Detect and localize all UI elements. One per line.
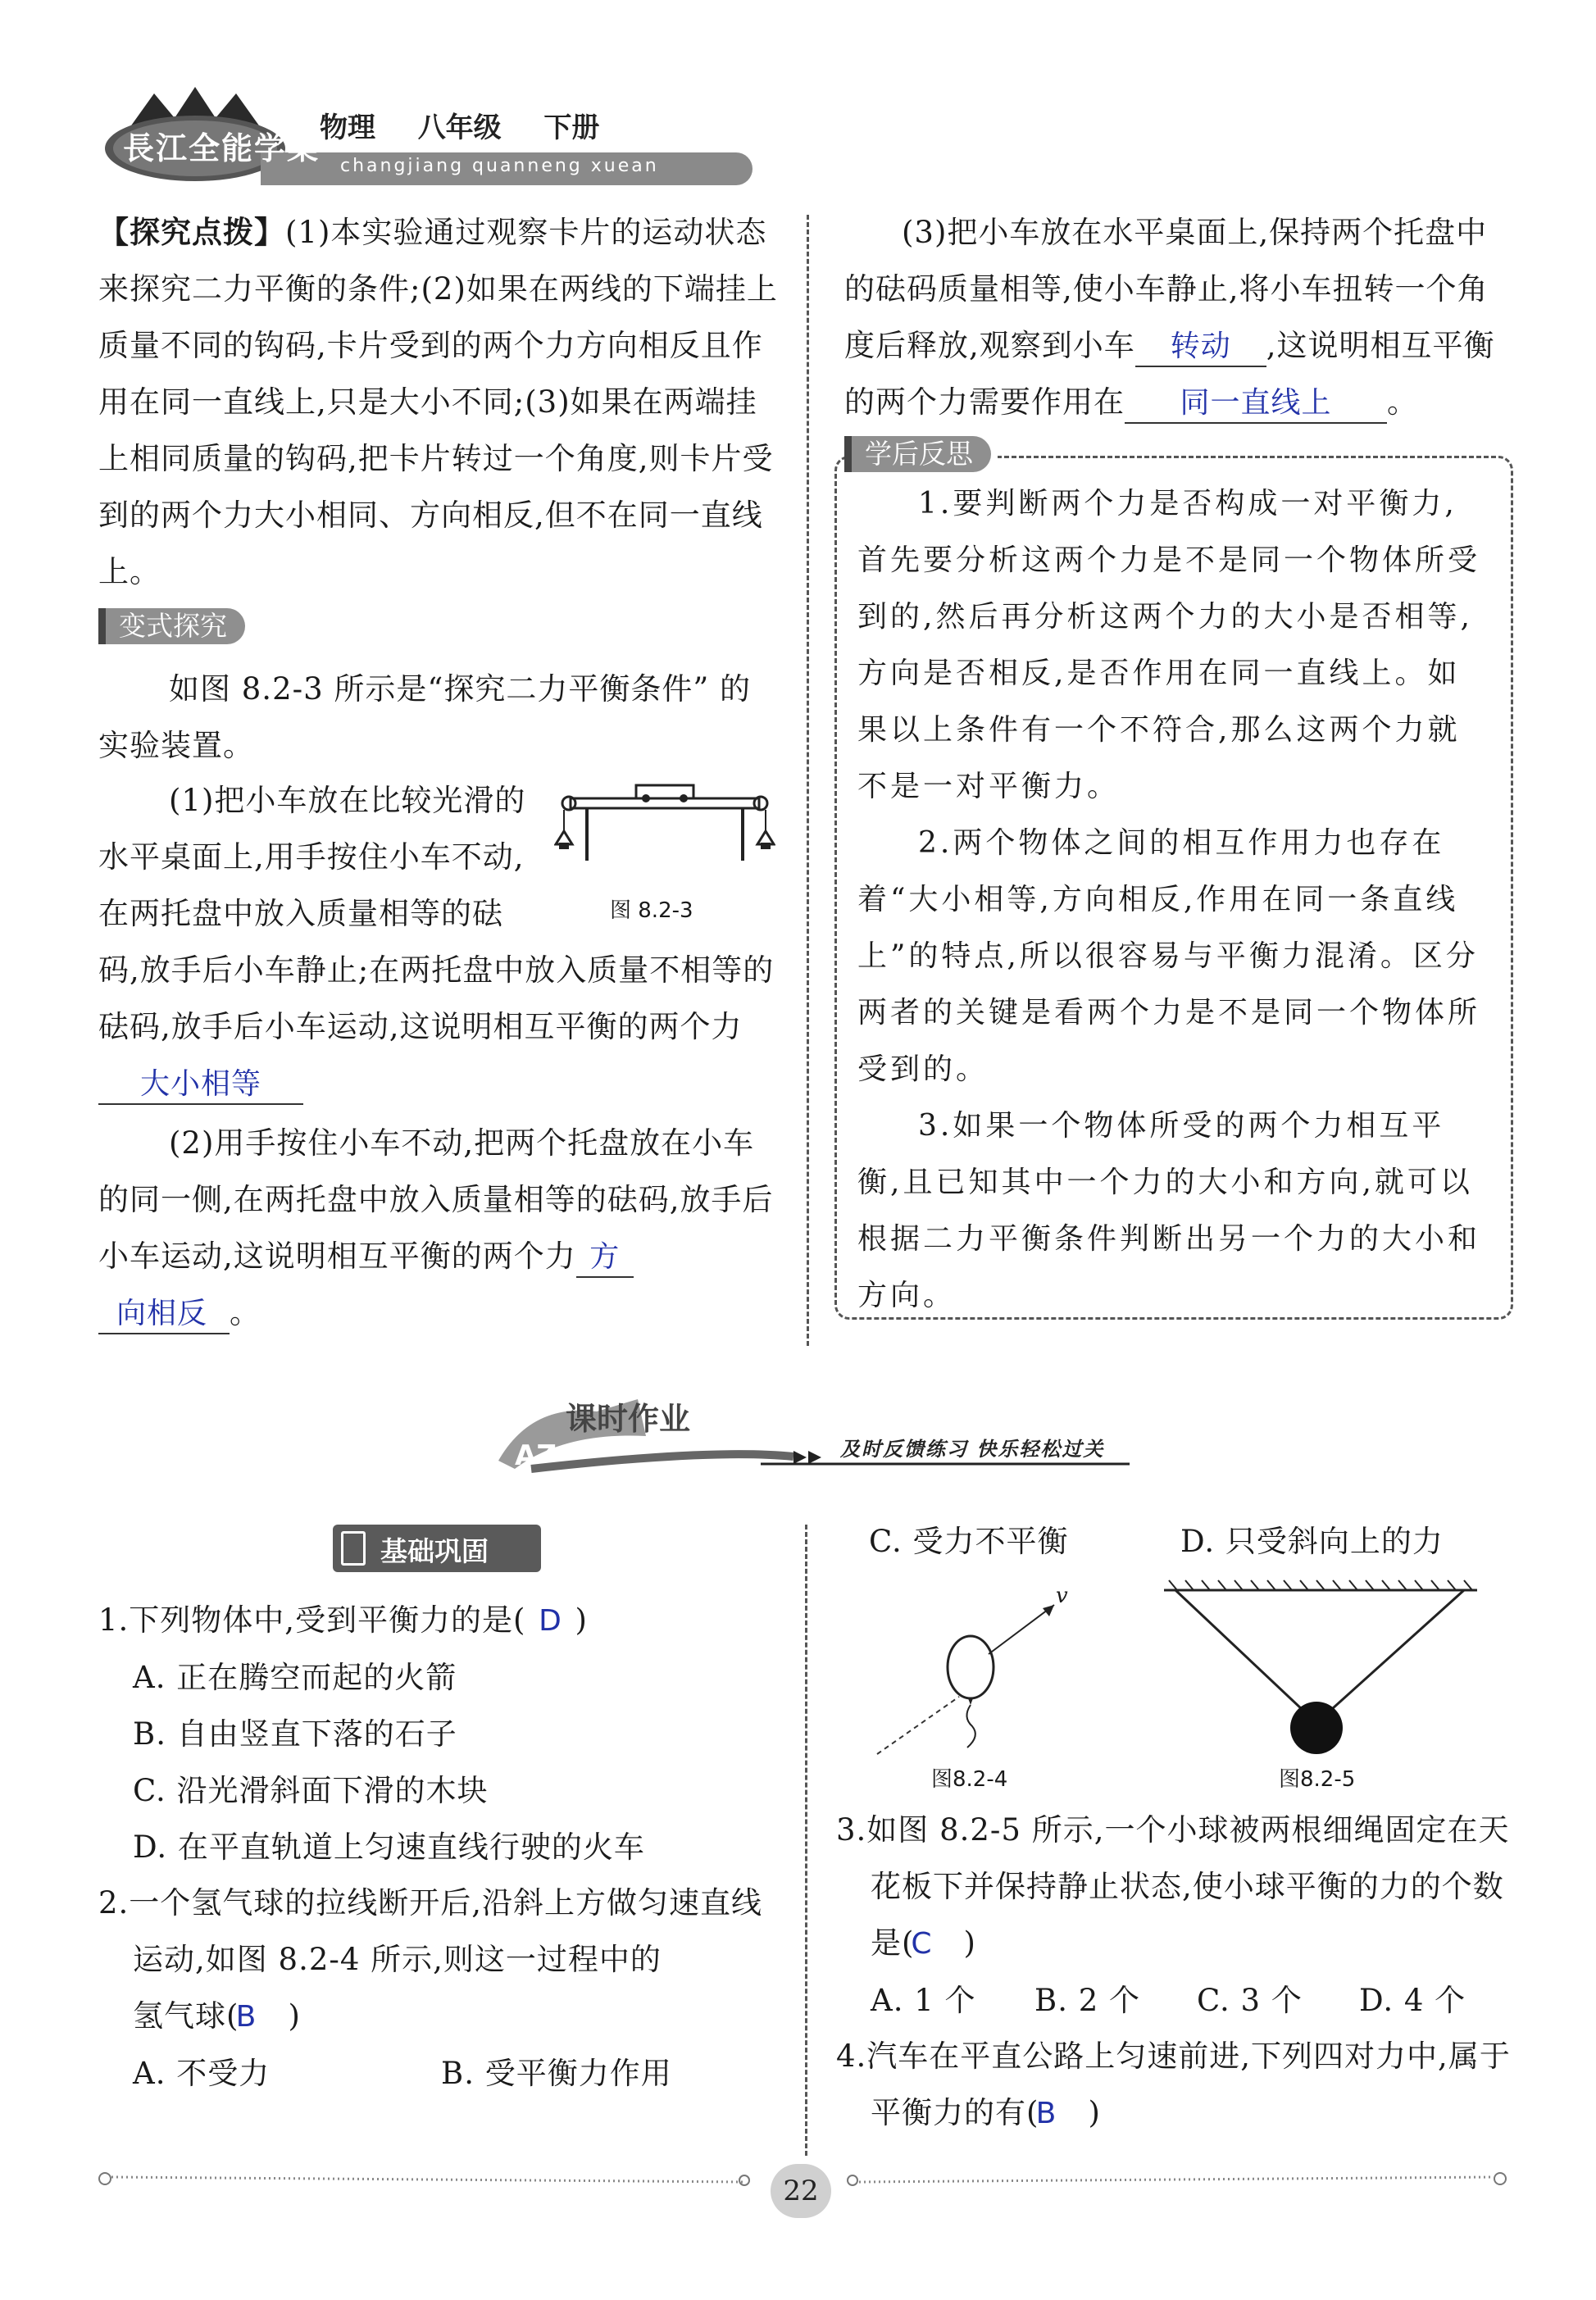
variant-q3-blank-b bbox=[1125, 384, 1387, 424]
q3-options bbox=[836, 1972, 1525, 2029]
homework-slogan: 及时反馈练习 快乐轻松过关 bbox=[840, 1438, 1105, 1461]
q3-option-d: D. 4 个 bbox=[1359, 1983, 1466, 2018]
variant-q3-period: 。 bbox=[1387, 384, 1418, 420]
variant-q1-text bbox=[98, 772, 779, 1111]
q1-option-d: D. 在平直轨道上匀速直线行驶的火车 bbox=[133, 1830, 645, 1865]
homework-title: 课时作业 bbox=[566, 1401, 691, 1437]
variant-q3-stem-b: ,这说明相互平衡的两个力需要作用在 bbox=[844, 328, 1495, 420]
variant-q1-stem: (1)把小车放在比较光滑的水平桌面上,用手按住小车不动,在两托盘中放入质量相等的砝码,放手后小车静止;在两托盘中放入质量不相等的砝码,放手后小车运动,这说明相互平衡的两个力 bbox=[98, 783, 775, 1044]
tip-text: (1)本实验通过观察卡片的运动状态来探究二力平衡的条件;(2)如果在两线的下端挂上质量不同的钩码,卡片受到的两个力方向相反且作用在同一直线上,只是大小不同;(3)如果在两端挂上相同质量的钩码,把卡片转过一个角度,则卡片受到的两个力大小相同、方向相反,但不在同一直线上。 bbox=[98, 215, 778, 589]
variant-q2-blank-b bbox=[98, 1294, 230, 1334]
ornament-left-icon bbox=[97, 2170, 753, 2187]
section-badge bbox=[333, 1525, 541, 1572]
column-divider-bottom bbox=[805, 1525, 807, 2156]
section-title: 基础巩固 bbox=[380, 1535, 489, 1567]
figure-8-2-4-caption: 图8.2-4 bbox=[931, 1767, 1008, 1792]
q2-options-ab bbox=[98, 2045, 787, 2102]
logo-title: 長江全能学案 bbox=[123, 130, 321, 166]
q2-options-cd bbox=[869, 1513, 1525, 1570]
q2-option-c: C. 受力不平衡 bbox=[869, 1524, 1069, 1559]
page-number: 22 bbox=[783, 2175, 819, 2207]
question-3 bbox=[836, 1802, 1525, 2029]
q1-option-a: A. 正在腾空而起的火箭 bbox=[133, 1660, 457, 1695]
q1-option-c: C. 沿光滑斜面下滑的木块 bbox=[133, 1773, 489, 1808]
figure-8-2-3-caption: 图 8.2-3 bbox=[610, 898, 693, 923]
tip-label: 【探究点拨】 bbox=[98, 214, 285, 250]
figure-8-2-5 bbox=[1161, 1574, 1480, 1762]
column-divider-top bbox=[807, 215, 809, 1346]
figure-8-2-4-velocity: v bbox=[1056, 1584, 1068, 1608]
variant-q3-answer-a: 转动 bbox=[1170, 330, 1231, 363]
question-4 bbox=[836, 2028, 1525, 2142]
variant-q3-text bbox=[844, 204, 1516, 430]
ornament-right-icon bbox=[844, 2170, 1508, 2187]
q2-option-a: A. 不受力 bbox=[133, 2056, 271, 2091]
q4-stem: 4.汽车在平直公路上匀速前进,下列四对力中,属于平衡力的有(B ) bbox=[836, 2028, 1525, 2142]
variant-q2-blank-a bbox=[576, 1238, 634, 1278]
variant-q3-answer-b: 同一直线上 bbox=[1180, 386, 1332, 420]
footer-ornament-right bbox=[844, 2170, 1508, 2187]
reflection-item-2: 2.两个物体之间的相互作用力也存在着“大小相等,方向相反,作用在同一条直线上”的特点,所以很容易与平衡力混淆。区分两者的关键是看两个力是不是同一个物体所受到的。 bbox=[857, 826, 1481, 1086]
q3-stem: 3.如图 8.2-5 所示,一个小球被两根细绳固定在天花板下并保持静止状态,使小球平衡的力的个数是(C ) bbox=[836, 1802, 1525, 1972]
q1-option-b: B. 自由竖直下落的石子 bbox=[133, 1716, 457, 1752]
variant-q2-period: 。 bbox=[230, 1295, 261, 1330]
footer-ornament-left bbox=[97, 2170, 753, 2187]
variant-q1-blank bbox=[98, 1065, 303, 1105]
page-number-badge bbox=[771, 2164, 831, 2218]
reflection-item-3: 3.如果一个物体所受的两个力相互平衡,且已知其中一个力的大小和方向,就可以根据二力平衡条件判断出另一个力的大小和方向。 bbox=[857, 1109, 1481, 1312]
q4-answer: B bbox=[1035, 2097, 1057, 2130]
variant-q2-answer-a: 方 bbox=[589, 1240, 621, 1274]
header-volume: 下册 bbox=[543, 111, 600, 144]
svg-text:AZ: AZ bbox=[515, 1439, 557, 1472]
q3-answer: C bbox=[911, 1927, 933, 1961]
q2-answer: B bbox=[235, 2000, 257, 2034]
reflection-content bbox=[857, 475, 1489, 1324]
header-subject bbox=[320, 105, 599, 145]
header-subject-name: 物理 bbox=[320, 111, 375, 144]
variant-q2-text bbox=[98, 1115, 779, 1341]
q1-answer: D bbox=[539, 1604, 562, 1638]
notebook-icon bbox=[341, 1531, 366, 1566]
header-grade: 八年级 bbox=[417, 111, 502, 144]
reflection-item-1: 1.要判断两个力是否构成一对平衡力,首先要分析这两个力是不是同一个物体所受到的,然后再分析这两个力的大小是否相等,方向是否相反,是否作用在同一直线上。如果以上条件有一个不符合,那么这两个力就不是一对平衡力。 bbox=[857, 487, 1481, 803]
reflection-tag: 学后反思 bbox=[844, 436, 998, 472]
q1-stem-line: 1.下列物体中,受到平衡力的是( D ) bbox=[98, 1592, 795, 1649]
q3-option-b: B. 2 个 bbox=[1034, 1983, 1141, 2018]
variant-q3-stem-a: (3)把小车放在水平桌面上,保持两个托盘中的砝码质量相等,使小车静止,将小车扭转一个角度后释放,观察到小车 bbox=[844, 215, 1489, 363]
hanging-ball-icon bbox=[1161, 1574, 1480, 1762]
variant-q2-stem: (2)用手按住小车不动,把两个托盘放在小车的同一侧,在两托盘中放入质量相等的砝码,放手后小车运动,这说明相互平衡的两个力 bbox=[98, 1125, 774, 1274]
q3-option-a: A. 1 个 bbox=[871, 1983, 976, 2018]
q3-option-c: C. 3 个 bbox=[1197, 1983, 1303, 2018]
logo-pinyin-text: changjiang quanneng xuean bbox=[340, 156, 659, 176]
variant-q3-blank-a bbox=[1135, 327, 1266, 367]
q2-stem: 2.一个氢气球的拉线断开后,沿斜上方做匀速直线运动,如图 8.2-4 所示,则这一过程中的 氢气球(B ) bbox=[98, 1875, 787, 2045]
variant-tag: 变式探究 bbox=[98, 608, 245, 644]
figure-8-2-5-caption: 图8.2-5 bbox=[1279, 1767, 1356, 1792]
q2-option-d: D. 只受斜向上的力 bbox=[1180, 1524, 1444, 1559]
variant-q1-answer: 大小相等 bbox=[139, 1067, 261, 1101]
question-1 bbox=[98, 1592, 795, 1875]
q2-option-b: B. 受平衡力作用 bbox=[441, 2056, 672, 2091]
variant-intro: 如图 8.2-3 所示是“探究二力平衡条件” 的实验装置。 bbox=[98, 671, 751, 763]
tip-paragraph bbox=[98, 204, 779, 600]
variant-q2-answer-b: 向相反 bbox=[116, 1297, 208, 1330]
question-2 bbox=[98, 1875, 787, 2102]
